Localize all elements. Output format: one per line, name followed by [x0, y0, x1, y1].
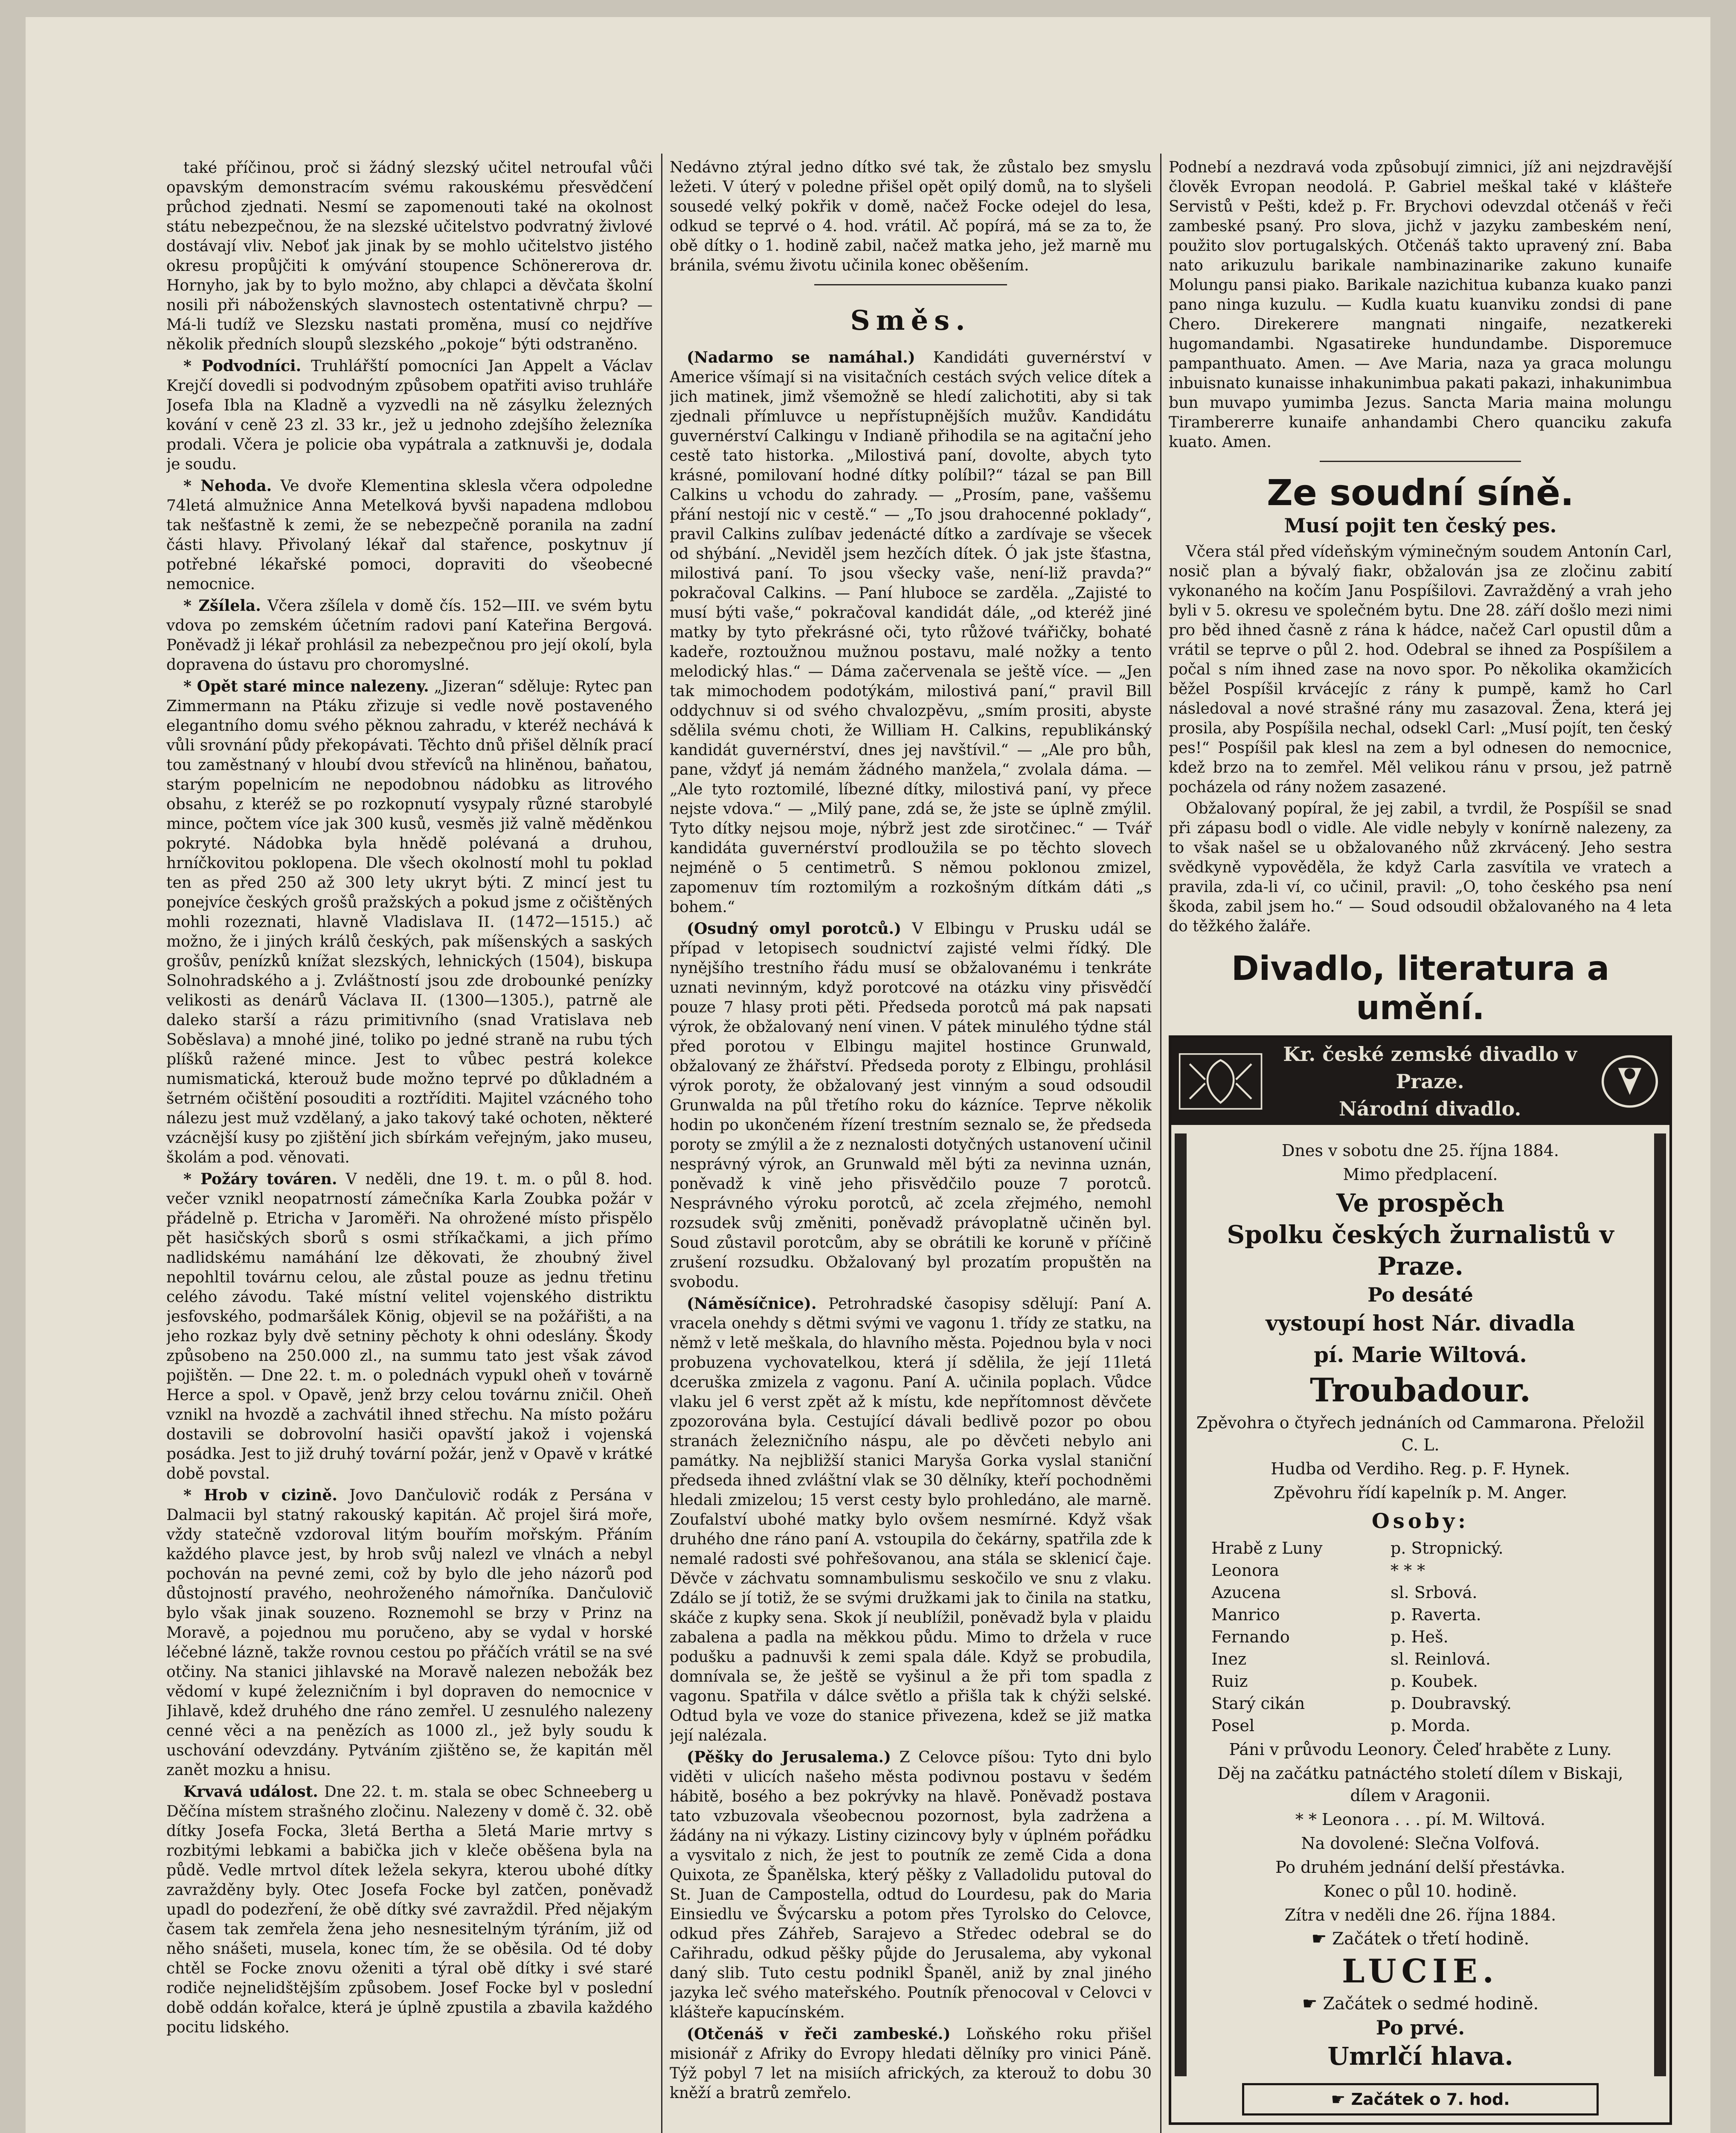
article: [166, 677, 653, 1168]
article-lead: (Otčenáš v řeči zambeské.): [687, 2025, 951, 2043]
article-continued: Podnebí a nezdravá voda způsobují zimnici, jíž ani nejzdravější člověk Evropan neodolá. P. Gabriel meškal také v klášteře Servistů v Pešti, kdež p. Fr. Brychovi odevzdal otčenáš v řeči zambeské psaný. Pro slova, jichž v jazyku zambeském není, použito slov portugalských. Otčenáš takto upravený zní. Baba nato arikuzulu barikale nambinazinarike zakuno kunaife Molungu pansi piako. Barikale nazichitua kubanza kuako panzi pano ninga kuzulu. — Kudla kuatu kuanviku zondsi di pane Chero. Direkerere mangnati ningaife, nezatkereki hugomandambi. Ngasatireke hundundambe. Disporemuce pampanthuato. Amen. — Ave Maria, naza ya graca molungu inbuisnato kunaisse inhakunimbua pakati pakazi, inhakunimbua bun muvapo yumimba Jezus. Sancta Maria maina molungu Tirambererre kunaife anhandambi Chero quanciku zakufa kuato. Amen.: [1169, 159, 1672, 451]
article: [166, 1169, 653, 1484]
theatre-names: [1263, 1040, 1597, 1122]
cast-role: Inez: [1211, 1650, 1246, 1668]
cast-row: [1211, 1559, 1646, 1581]
playbill-guest: pí. Marie Wiltová.: [1314, 1342, 1527, 1367]
court-subheading: Musí pojit ten český pes.: [1284, 514, 1557, 537]
cast-actor: * * *: [1391, 1561, 1425, 1580]
playbill-start: [1194, 1928, 1646, 1950]
cast-row: [1211, 1692, 1646, 1715]
playbill-credit: Zpěvohra o čtyřech jednáních od Cammarona. Přeložil C. L.: [1196, 1413, 1645, 1454]
cast-row: [1211, 1581, 1646, 1604]
cast-role: Ruiz: [1211, 1672, 1248, 1691]
article: [166, 1782, 653, 2037]
article: [166, 596, 653, 675]
cast-role: Fernando: [1211, 1627, 1290, 1646]
cast-heading: Osoby:: [1371, 1509, 1469, 1533]
cast-role: Posel: [1211, 1716, 1255, 1735]
cast-actor: sl. Reinlová.: [1391, 1650, 1491, 1668]
article-lead: (Pěšky do Jerusalema.): [687, 1748, 891, 1766]
article-continued: Nedávno ztýral jedno dítko své tak, že zůstalo bez smyslu ležeti. V úterý v poledne přišel opět opilý domů, na to slyšeli sousedé velký pokřik v domě, načež Focke odejel do lesa, odkud se teprvé o 4. hod. vrátil. Ač popírá, má se za to, že obě dítky o 1. hodině zabil, načež matka jeho, jež marně mu bránila, svému životu učinila konec oběšením.: [670, 159, 1152, 274]
article-text: Z Celovce píšou: Tyto dni bylo viděti v ulicích našeho města podivnou postavu v šedém hábitě, bosého a bez pokrývky na hlavě. Poněvadž postava tato vzbuzovala všeobecnou pozornost, byla zadržena a žádány na ni výkazy. Listiny cizincovy byly v úplném pořádku a vysvitalo z nich, že jest to poutník ze země Cida a dona Quixota, ze Španělska, který pěšky z Valladolidu putoval do St. Juan de Campostella, odtud do Lourdesu, pak do Maria Einsiedlu ve Švýcarsku a potom přes Tyrolsko do Celovce, odkud přes Záhřeb, Sarajevo a Středec odebral se do Cařihradu, odkud pěšky půjde do Jerusalema, aby vykonal daný slib. Tuto cestu podnikl Španěl, aniž by znal jiného jazyka leč svého mateřského. Poutník přenocoval v Celovci v klášteře kapucínském.: [670, 1749, 1152, 2021]
crest-icon: [1597, 1049, 1663, 1113]
playbill-guest: vystoupí host Nár. divadla: [1266, 1311, 1575, 1336]
cast-role: Hrabě z Luny: [1211, 1539, 1323, 1558]
playbill-times: Po desáté: [1367, 1283, 1473, 1306]
playbill-start-text: Začátek o třetí hodině.: [1332, 1929, 1530, 1949]
article-lead: (Náměsíčnice).: [687, 1295, 817, 1313]
pointing-hand-icon: ☛: [1331, 2090, 1351, 2109]
theatre-name-line: Kr. české zemské divadlo v Praze.: [1283, 1043, 1577, 1093]
article-text: také příčinou, proč si žádný slezský učitel netroufal vůči opavským demonstracím svému rakouskému přesvědčení průchod zjednati. Nesmí se zapomenouti také na okolnost státu nebezpečnou, že na slezské učitelstvo podvratný živlové dostávají vliv. Neboť jak jinak by se mohlo učitelstvo jistého okresu propůjčiti k omývání stoupence Schönererova dr. Hornyho, jak by to bylo možno, aby chlapci a děvčata školní nosili při náboženských slavnostech ostentativně chrpu? — Má-li tudíž ve Slezsku nastati proměna, musí co nejdříve několik předních sloupů slezského „pokoje“ býti odstraněno.: [166, 159, 653, 353]
playbill-start: [1194, 1993, 1646, 2015]
cast-actor: sl. Srbová.: [1391, 1583, 1478, 1602]
playbill-benefit: Ve prospěch: [1336, 1189, 1505, 1218]
playbill-credit: Zpěvohru řídí kapelník p. M. Anger.: [1273, 1483, 1568, 1502]
article-text: Včera zšílela v domě čís. 152—III. ve svém bytu vdova po zemském účetním radovi paní Kateřina Bergová. Poněvadž ji lékař prohlásil za nebezpečnou pro její okolí, byla dopravena do ústavu pro choromyslné.: [166, 597, 653, 674]
newspaper-page: [26, 17, 1710, 2133]
ornament-icon: [1178, 1049, 1263, 1113]
article-lead: * Požáry továren.: [183, 1170, 337, 1188]
column-rule: [661, 154, 662, 2133]
theatre-heading: Divadlo, literatura a umění.: [1231, 950, 1610, 1027]
playbill-start-text: Začátek o sedmé hodině.: [1323, 1994, 1539, 2014]
column-middle: [670, 158, 1152, 2133]
cast-row: [1211, 1670, 1646, 1692]
article: [166, 476, 653, 594]
article-lead: * Nehoda.: [183, 477, 272, 495]
cast-row: [1211, 1648, 1646, 1670]
pointing-hand-icon: ☛: [1302, 1994, 1323, 2014]
playbill-play-title: Umrlčí hlava.: [1327, 2042, 1513, 2071]
article-lead: * Zšílela.: [183, 597, 261, 615]
divider: [1320, 461, 1521, 462]
playbill-note: Na dovolené: Slečna Volfová.: [1301, 1834, 1540, 1853]
article-lead: (Nadarmo se namáhal.): [687, 349, 915, 366]
cast-actor: p. Raverta.: [1391, 1605, 1481, 1624]
pointing-hand-icon: ☛: [1311, 1929, 1332, 1949]
cast-role: Azucena: [1211, 1583, 1281, 1602]
cast-actor: p. Stropnický.: [1391, 1539, 1504, 1558]
article-text: Jovo Dančulovič rodák z Persána v Dalmacii byl statný rakouský kapitán. Ač projel širá moře, vždy statečně vzdoroval litým bouřím mořským. Přáním každého plavce jest, by hrob svůj nalezl ve vlnách a nebyl pochován na pevné zemi, což by bylo dle jeho názorů pod důstojností pravého, neohroženého námořníka. Dančulovič bylo však jinak souzeno. Roznemohl se brzy v Prinz na Moravě, a pojednou mu poručeno, aby se vydal v horské léčebné lázně, takže rovnou cestou po přáčích vrátil se na své otčiny. Na stanici jihlavské na Moravě nalezen nebožák bez vědomí v kupé železničním i byl dopraven do nemocnice v Jihlavě, kdež druhého dne ráno zemřel. U zesnulého nalezeny cenné věci a na penězích as 1000 zl., jež byly soudu k uschování odevzdány. Pytváním zjištěno se, že kapitán měl zanět mozku a hnisu.: [166, 1487, 653, 1779]
article-lead: * Podvodníci.: [183, 357, 302, 375]
playbill-body: [1175, 1133, 1666, 2076]
article-lead: (Osudný omyl porotců.): [687, 920, 902, 938]
article-text: „Jizeran“ sděluje: Rytec pan Zimmermann na Ptáku zřizuje si vedle nově postaveného elegantního domu svého pěknou zahradu, v kteréž nechává k vůli srovnání půdy překopávati. Těchto dnů přišel dělník prací tou zaměstnaný v hloubí dvou střevíců na hliněnou, baňatou, starým popelnicím ne nepodobnou nádobku as litrového obsahu, z kteréž se po rozkopnutí vysypaly různé starobylé mince, počtem více jak 300 kusů, vesměs již valně měděnkou pokryté. Nádobka byla hnědě polévaná a druhou, hrníčkovitou poklopena. Dle všech okolností mohl tu poklad ten as před 250 až 300 lety ukryt býti. Z mincí jest tu ponejvíce českých grošů pražských a pokud jsme z očištěných mohli rozeznati, hlavně Vladislava II. (1472—1515.) ač možno, že i jiných králů českých, pak míšenských a saských grošův, penízků knížat slezských, lehnických (1504), biskupa Solnohradského a j. Zvláštností jsou zde drobounké penízky velikosti as denárů Václava II. (1300—1305.), patrně ale daleko starší a rázu primitivního (snad Vratislava neb Soběslava) a mnohé jiné, toliko po jedné straně na rubu tých plíšků ražené mince. Jest to vůbec pestrá kolekce numismatická, kterouž bude možno teprvé po důkladném a šetrném očištění posouditi a roztříditi. Majitel vzácného toho nálezu jest muž vzdělaný, a jako takový také ochoten, některé vzácnější kusy po zjištění jich sbírkám veřejným, jako museu, školám a pod. věnovati.: [166, 678, 653, 1166]
playbill-tomorrow: Zítra v neděli dne 26. října 1884.: [1284, 1906, 1556, 1924]
court-paragraph: Obžalovaný popíral, že jej zabil, a tvrdil, že Pospíšil se snad při zápasu bodl o vidle. Ale vidle nebyly v konírně nalezeny, za to však našel se u obžalovaného nůž zkrvácený. Jeho sestra svědkyně vypověděla, že když Carla zasvítila ve vratech a pravila, zda-li ví, co učinil, pravil: „O, toho českého psa není škoda, zabil jsem ho.“ — Soud odsoudil obžalovaného na 4 leta do těžkého žaláře.: [1169, 800, 1672, 935]
section-heading: Směs.: [850, 305, 971, 337]
divider: [814, 284, 1007, 285]
article-lead: Krvavá událost.: [183, 1783, 318, 1801]
playbill-note: * * Leonora . . . pí. M. Wiltová.: [1295, 1810, 1546, 1829]
playbill-end: Konec o půl 10. hodině.: [1324, 1882, 1517, 1901]
cast-actor: p. Doubravský.: [1391, 1694, 1512, 1713]
article-lead: * Hrob v cizině.: [183, 1486, 337, 1504]
article: [670, 1294, 1152, 1746]
article-text: V Elbingu v Prusku udál se případ v letopisech soudnictví zajisté velmi řídký. Dle nynějšího trestního řádu musí se obžalovanému i tenkráte uznati nevinným, když porotcové na otázku viny přisvědčí pouze 7 hlasy proti pěti. Předseda porotců má pak napsati výrok, že obžalovaný není vinen. V pátek minulého týdne stál před porotou v Elbingu majitel hostince Grunwald, obžalovaný ze žhářství. Předseda poroty z Elbingu, prohlásil výrok poroty, že obžalovaný jest vinným a soud odsoudil Grunwalda na půl třetího roku do kázníce. Teprve několik hodin po ukončeném řízení trestním seznalo se, že předseda poroty se zmýlil a že z neznalosti dotyčných ustanovení učinil nesprávný výrok, an Grunwald měl býti za nevinna uznán, poněvadž k vině jeho přisvědčilo pouze 7 porotců. Nesprávného výroku porotců, ač zcela zřejmého, nemohl rozsudek svůj změniti, poněvadž právoplatně učiněn byl. Soud zůstavil porotcům, aby se obrátili ke koruně v příčině zrušení rozsudku. Obžalovaný byl prozatím propuštěn na svobodu.: [670, 920, 1152, 1291]
court-heading: Ze soudní síně.: [1266, 472, 1574, 514]
column-rule: [1160, 154, 1161, 2133]
playbill-benefit: Spolku českých žurnalistů v Praze.: [1227, 1220, 1614, 1281]
article-text: Petrohradské časopisy sdělují: Paní A. vracela onehdy s dětmi svými ve vagonu 1. třídy ze statku, na němž v letě meškala, do hlavního města. Pojednou byla v noci probuzena vychovatelkou, která jí sdělila, že její 11letá dceruška zmizela z vagonu. Paní A. učinila poplach. Vůdce vlaku jel 6 verst zpět až k místu, kde nepřítomnost děvčete zpozorována byla. Cestující dávali bedlivě pozor po obou stranách železničního náspu, ale po děvčeti nebylo ani památky. Na nejbližší stanici Maryša Gorka vyslal staniční předseda ihned zvláštní vlak se 30 dělníky, kteří pochodněmi hledali zmizelou; 15 verst cesty bylo prohledáno, ale marně. Zoufalství ubohé matky bylo ovšem nesmírné. Když však druhého dne ráno paní A. vstoupila do čekárny, spatřila zde k nemalé radosti své pohřešovanou, ana stála se sklenicí čaje. Děvče v záchvatu somnambulismu seskočilo ve snu z vlaku. Zdálo se jí totiž, že se svými družkami jak to činila na statku, skáče z kupky sena. Skok jí neublížil, poněvadž byla v plaidu zabalena a padla na měkkou půdu. Mimo to držela v ruce podušku a padnuvši k zemi spala dále. Když se probudila, domnívala se, že ještě se vyšinul a že při tom spadla z vagonu. Spatřila v dálce světlo a přišla tak k chýži selské. Odtud byla ve voze do stanice přivezena, kdež se již matka její nalézala.: [670, 1295, 1152, 1744]
cast-actor: p. Koubek.: [1391, 1672, 1478, 1691]
playbill-note: Po druhém jednání delší přestávka.: [1275, 1858, 1565, 1877]
article: [670, 1747, 1152, 2023]
article-text: Ve dvoře Klementina sklesla včera odpoledne 74letá almužnice Anna Metelková byvši napadena mdlobou tak nešťastně k zemi, že se nebezpečně poranila na zadní části hlavy. Přivolaný lékař dal stařence, poskytnuv jí potřebné lékařské pomoci, dopraviti do všeobecné nemocnice.: [166, 477, 653, 593]
column-right: [1169, 158, 1672, 2133]
cast-role: Leonora: [1211, 1561, 1279, 1580]
playbill-footer-text: Začátek o 7. hod.: [1351, 2090, 1510, 2109]
theatre-name-line: Národní divadlo.: [1338, 1097, 1521, 1120]
article-text: V neděli, dne 19. t. m. o půl 8. hod. večer vznikl neopatrností zámečníka Karla Zoubka požár v přádelně p. Etricha v Jaroměři. Na ohrožené místo přispělo pět hasičských sborů s osmi stříkačkami, a jich přímo nadlidskému namáhání lze děkovati, že zhoubný živel nepohltil továrnu celou, ale zůstal pouze as jednu třetinu celého závodu. Také místní velitel vojenského distriktu jesfovského, podmaršálek König, objevil se na požářišti, a na jeho rozkaz byly dvě setniny pěchoty k ohni odeslány. Škody způsobeno na 250.000 zl., na summu tato jest však závod pojištěn. — Dne 22. t. m. o polednách vypukl oheň v továrně Herce a spol. v Opavě, jenž brzy celou továrnu zničil. Oheň vznikl na hvozdě a zachvátil ihned střechu. Na místo požáru dostavili se dobrovolní hasiči opavští jakož i vojenská posádka. Jest to již druhý tovární požár, jenž v Opavě v krátké době povstal.: [166, 1171, 653, 1482]
playbill-note: Mimo předplacení.: [1343, 1165, 1498, 1184]
cast-row: [1211, 1604, 1646, 1626]
playbill-note: Páni v průvodu Leonory. Čeleď hraběte z Luny.: [1229, 1740, 1612, 1759]
playbill-footer: [1242, 2083, 1599, 2116]
article: [166, 356, 653, 474]
article: [670, 919, 1152, 1292]
article: [166, 1485, 653, 1780]
article-text: Loňského roku přišel misionář z Afriky do Evropy hledati dělníky pro vinici Páně. Týž pobyl 7 let na misiích afrických, za kterouž to dobu 30 kněží a bratrů zemřelo.: [670, 2025, 1152, 2102]
cast-list: [1194, 1537, 1646, 1737]
article: [670, 2024, 1152, 2103]
playbill-credit: Hudba od Verdiho. Reg. p. F. Hynek.: [1271, 1459, 1570, 1478]
article-text: Dne 22. t. m. stala se obec Schneeberg u Děčína místem strašného zločinu. Nalezeny v domě č. 32. obě dítky Josefa Focka, 3letá Bertha a 5letá Marie mrtvy s rozbitými lebkami a babička jich v kleče oběšena byla na půdě. Vedle mrtvol dítek ležela sekyra, kterou ubohé dítky zavražděny byly. Otec Josefa Focke byl zatčen, poněvadž upadl do podezření, že obě dítky své zavraždil. Před nějakým časem tak zemřela žena jeho nesnesitelným týráním, již od něho snášeti, musela, konec tím, že se oběsila. Od té doby chtěl se Focke znovu oženiti a týral obě dítky i své staré rodiče nejnelidštějším způsobem. Josef Focke byl v poslední době oddán kořalce, která je úplně zpustila a zbavila každého pocitu lidského.: [166, 1783, 653, 2036]
article: [166, 158, 653, 355]
court-paragraph: Včera stál před vídeňským výminečným soudem Antonín Carl, nosič plan a bývalý fiakr, obžalován jsa ze zločinu zabití vykonaného na kočím Janu Pospíšilovi. Zavražděný a vrah jeho byli v 5. okresu ve společném bytu. Dne 28. září došlo mezi nimi pro běd ihned časně z rána k hádce, načež Carl opustil dům a vrátil se teprve o půl 2. hod. Odebral se ihned za Pospíšilem a počal s ním ihned zase na novo spor. Po několika okamžicích běžel Pospíšil krvácejíc z rány k pumpě, kamž ho Carl následoval a nové strašné rány mu zasazoval. Žena, která jej prosila, aby Pospíšila nechal, odsekl Carl: „Musí pojít, ten český pes!“ Pospíšil pak klesl na zem a byl odnesen do nemocnice, kdež brzo na to zemřel. Měl velikou ránu v prsou, jež patrně pocházela od rány nožem zasazené.: [1169, 543, 1672, 796]
cast-actor: p. Heš.: [1391, 1627, 1449, 1646]
playbill: [1169, 1035, 1672, 2125]
article-text: Kandidáti guvernérství v Americe všímají si na visitačních cestách svých velice dítek a jich matinek, jimž všemožně se hledí zalichotiti, aby si tak zjednali přímluvce u nepřístupnějších mužův. Kandidátu guvernérství Calkingu v Indianě přihodila se na agitační jeho cestě tato historka. „Milostivá paní, dovolte, abych tyto krásné, pomilovaní hodné dítky políbil?“ tázal se pan Bill Calkins u vchodu do zahrady. — „Prosím, pane, vaššemu přání nestojí nic v cestě.“ — „To jsou drahocenné poklady“, pravil Calkins zulíbav jedenácté dítko a zardívaje se všecek od shýbání. „Neviděl jsem hezčích dítek. Ó jak jste šťastna, milostivá paní. To jsou všecky vaše, není-liž pravda?“ pokračoval Calkins. — Paní hluboce se zarděla. „Zajisté to musí býti vaše,“ pokračoval kandidát dále, „od kteréž jiné matky by tyto překrásné oči, tyto růžové tvářičky, bohaté kadeře, roztoužnou mužnou postavu, malé nožky a tento melodický hlas.“ — Dáma začervenala se ještě více. — „Jen tak mimochodem podotýkám, milostivá paní,“ pravil Bill oddychnuv si od svého chvalozpěvu, „smím prositi, abyste sdělila svému choti, že William H. Calkins, republikánský kandidát guvernérství, dnes jej navštívil.“ — „Ale pro bůh, pane, vždyť já nemám žádného manžela,“ zvolala dáma. — „Ale tyto roztomilé, líbezné dítky, milostivá paní, vy přece nejste vdova.“ — „Milý pane, zdá se, že jste se úplně zmýlil. Tyto dítky nejsou moje, nýbrž jest zde sirotčinec.“ — Tvář kandidáta guvernérství prodloužila se po těchto slovech nejméně o 5 centimetrů. S němou poklonou zmizel, zapomenuv tím roztomilým a rozkošným dítkám dáti „s bohem.“: [670, 349, 1152, 916]
playbill-date: Dnes v sobotu dne 25. října 1884.: [1282, 1141, 1559, 1160]
cast-row: [1211, 1537, 1646, 1559]
cast-role: Starý cikán: [1211, 1694, 1305, 1713]
article-text: Truhlářští pomocníci Jan Appelt a Václav Krejčí dovedli si podvodným způsobem opatřiti aviso truhláře Josefa Ibla na Kladně a vyzvedli na ně zásylku železných kování v ceně 23 zl. 33 kr., jež u jednoho zdejšího železníka prodali. Včera je policie oba vypátrala a zatknuvši je, dodala je soudu.: [166, 357, 653, 473]
article: [670, 348, 1152, 917]
playbill-note: Děj na začátku patnáctého století dílem v Biskaji, dílem v Aragonii.: [1217, 1764, 1623, 1805]
playbill-opera-title: Troubadour.: [1309, 1371, 1531, 1409]
playbill-opera-title: LUCIE.: [1342, 1952, 1499, 1990]
cast-row: [1211, 1626, 1646, 1648]
cast-row: [1211, 1715, 1646, 1737]
playbill-header: [1171, 1038, 1669, 1125]
cast-role: Manrico: [1211, 1605, 1280, 1624]
column-left: [166, 158, 653, 2133]
cast-actor: p. Morda.: [1391, 1716, 1471, 1735]
playbill-note: Po prvé.: [1376, 2016, 1465, 2039]
article-lead: * Opět staré mince nalezeny.: [183, 677, 429, 695]
